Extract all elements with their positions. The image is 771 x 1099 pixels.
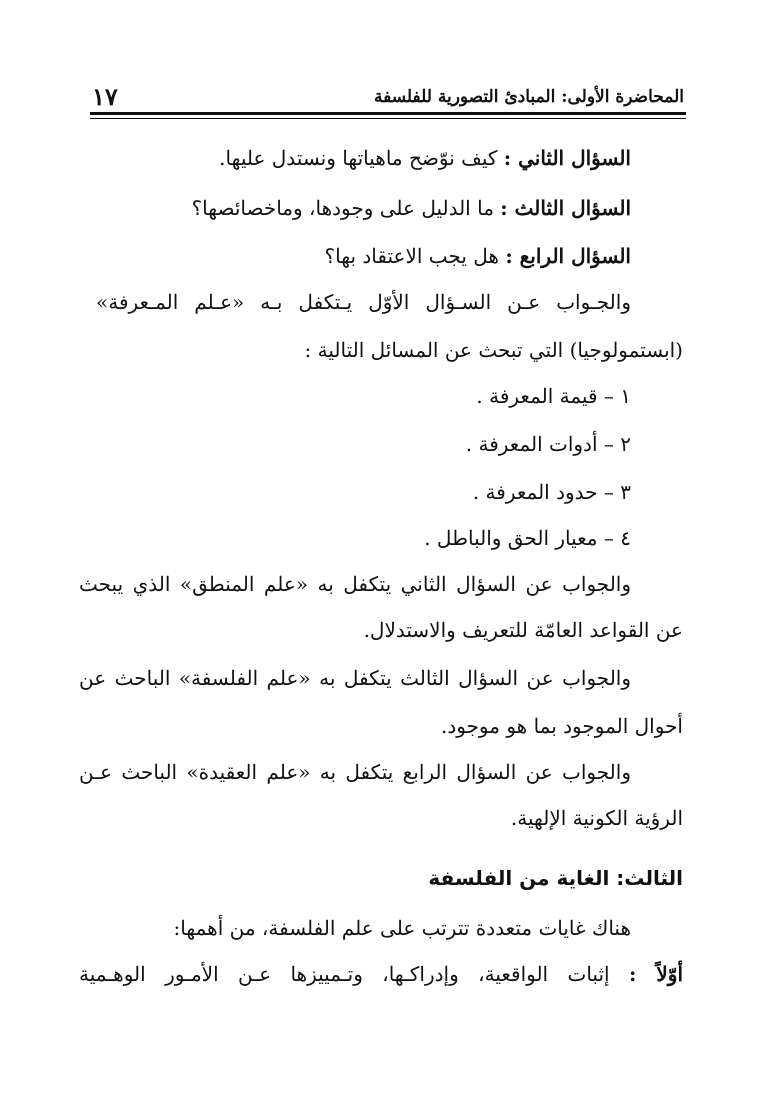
section-heading: الثالث: الغاية من الفلسفة (428, 866, 683, 890)
header-rule-thick (90, 112, 686, 115)
answer-3-line-2: أحوال الموجود بما هو موجود. (440, 714, 683, 738)
first-goal-text: إثبات الواقعية، وإدراكـها، وتـمييزها عـن الأمـور الوهـمية (79, 962, 629, 986)
list-item-4: ٤ – معيار الحق والباطل . (424, 526, 631, 550)
list-item-2: ٢ – أدوات المعرفة . (465, 432, 631, 456)
answer-2-line-2: عن القواعد العامّة للتعريف والاستدلال. (363, 618, 683, 642)
question-2-line (219, 144, 631, 172)
answer-2-line-1: والجواب عن السؤال الثاني يتكفل به «علم المنطق» الذي يبحث (79, 572, 631, 596)
question-4-line (325, 242, 631, 270)
header-rule-thin (90, 118, 686, 119)
question-4-label: السؤال الرابع : (505, 244, 631, 268)
page-header (92, 82, 684, 111)
page-number: ١٧ (92, 82, 118, 111)
question-2-label: السؤال الثاني : (503, 146, 631, 170)
question-2-text: كيف نوّضح ماهياتها ونستدل عليها. (219, 146, 504, 170)
question-4-text: هل يجب الاعتقاد بها؟ (324, 244, 506, 268)
first-goal-line (79, 960, 683, 988)
first-goal-label: أوّلاً : (629, 962, 684, 986)
answer-1-line-2: (ابستمولوجيا) التي تبحث عن المسائل التالية : (304, 338, 683, 362)
answer-4-line-2: الرؤية الكونية الإلهية. (510, 806, 683, 830)
section-intro: هناك غايات متعددة تترتب على علم الفلسفة، من أهمها: (173, 916, 631, 940)
question-3-label: السؤال الثالث : (500, 196, 631, 220)
list-item-3: ٣ – حدود المعرفة . (472, 480, 631, 504)
list-item-1: ١ – قيمة المعرفة . (476, 384, 631, 408)
question-3-text: ما الدليل على وجودها، وماخصائصها؟ (191, 196, 501, 220)
answer-3-line-1: والجواب عن السؤال الثالث يتكفل به «علم الفلسفة» الباحث عن (79, 666, 631, 690)
answer-4-line-1: والجواب عن السؤال الرابع يتكفل به «علم العقيدة» الباحث عـن (79, 760, 631, 784)
question-3-line (192, 194, 631, 222)
running-title: المحاضرة الأولى: المبادئ التصورية للفلسفة (374, 87, 684, 107)
answer-1-line-1: والجـواب عـن السـؤال الأوّل يـتكفل بـه «عـلم المـعرفة» (96, 290, 631, 314)
